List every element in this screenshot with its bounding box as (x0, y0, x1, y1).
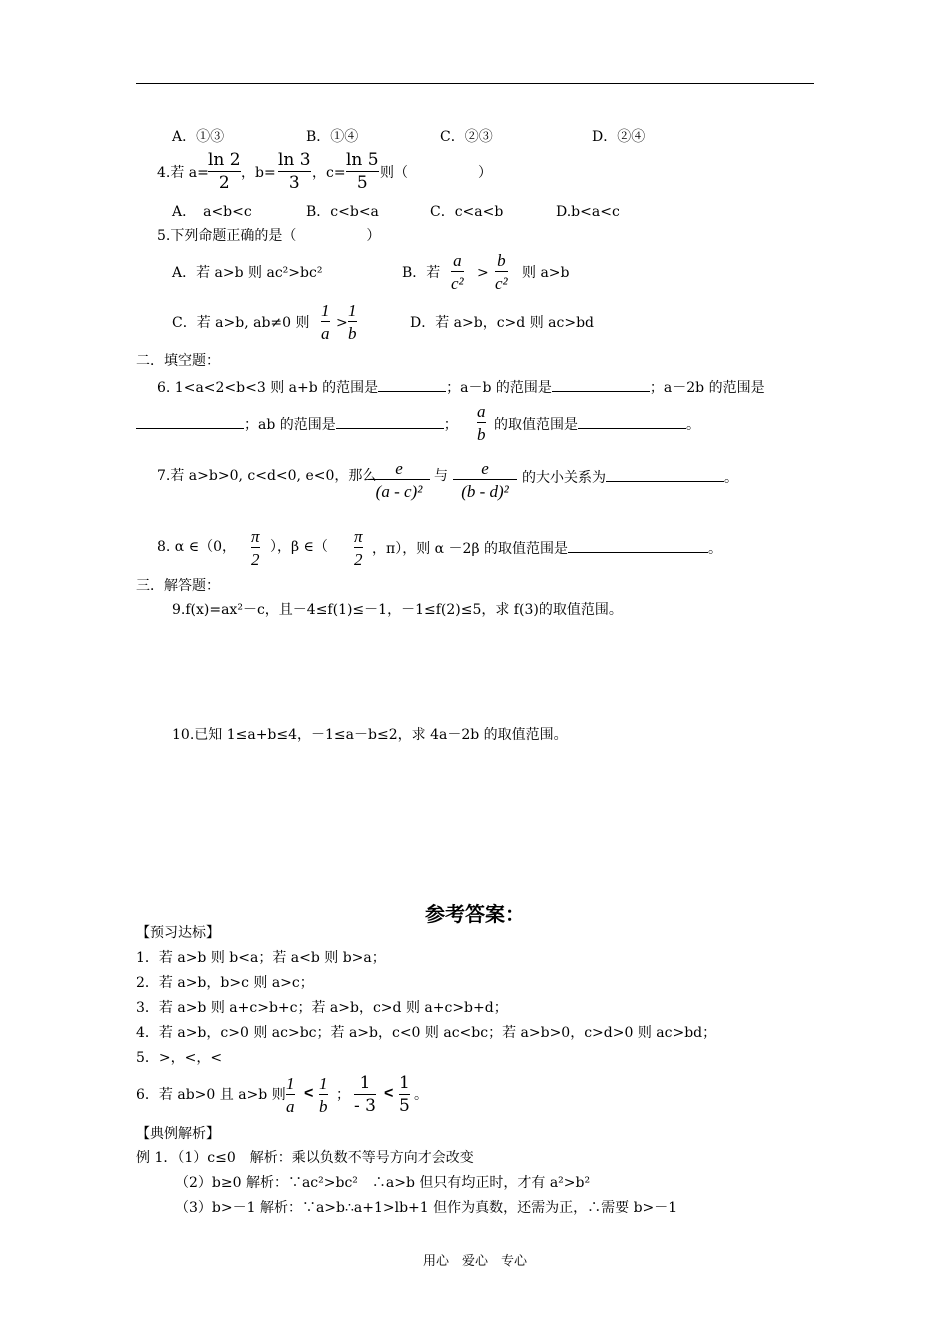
q6-text-6: 的取值范围是 (494, 417, 578, 433)
q6-line-1 (157, 377, 765, 397)
q4-fraction-c: ln 5 5 (346, 150, 379, 193)
q6-text-4: ；ab 的范围是 (244, 417, 336, 433)
q8-fraction-1: π 2 (251, 527, 260, 569)
q5-option-a: A．若 a>b 则 ac²>bc² (172, 265, 323, 281)
q5-stem: 5.下列命题正确的是（ ） (157, 228, 381, 244)
q8-mid1: ），β ∈（ (270, 539, 328, 555)
q6-text-5: ； (443, 417, 458, 433)
q6-text-3: ；a－2b 的范围是 (649, 380, 765, 396)
q4-fraction-b: ln 3 3 (278, 150, 311, 193)
q5-option-b-gt: > (477, 265, 489, 281)
q7-end: 。 (724, 470, 738, 486)
q10-text: 10.已知 1≤a+b≤4，－1≤a－b≤2，求 4a－2b 的取值范围。 (172, 727, 568, 743)
q5-option-c-fraction-1: 1 a (321, 301, 330, 343)
q7-suffix: 的大小关系为 (522, 470, 606, 486)
q6-blank-2[interactable] (552, 377, 650, 392)
top-rule (136, 83, 814, 84)
q7-mid: 与 (434, 468, 448, 484)
page-footer: 用心 爱心 专心 (422, 1254, 527, 1269)
q5-option-c-gt: > (336, 315, 348, 331)
q6-line-2-tail (494, 414, 700, 434)
answer-6-sep: ； (336, 1087, 350, 1103)
q6-fraction: a b (477, 402, 486, 444)
example-1-part-3: （3）b>－1 解析：∵a>b∴a+1>lb+1 但作为真数，还需为正，∴需要 b>－1 (175, 1200, 678, 1216)
q8-fraction-2: π 2 (354, 527, 363, 569)
q4-option-a: A． a<b<c (172, 204, 252, 220)
q8-prefix: 8. α ∈（0， (157, 539, 236, 555)
answer-2: 2．若 a>b，b>c 则 a>c； (136, 975, 314, 991)
q4-prefix: 4.若 a= (157, 165, 209, 181)
answers-heading-1: 【预习达标】 (136, 925, 220, 941)
q4-sep1: ，b= (241, 165, 276, 181)
q6-blank-3[interactable] (136, 414, 244, 429)
q3-option-b: B．①④ (306, 129, 359, 145)
q6-line-2 (136, 414, 458, 434)
q7-prefix: 7.若 a>b>0, c<d<0, e<0，那么 (157, 468, 377, 484)
q5-option-b-prefix: B．若 (402, 265, 441, 281)
q5-option-c-prefix: C．若 a>b, ab≠0 则 (172, 315, 310, 331)
answer-3: 3．若 a>b 则 a+c>b+c；若 a>b，c>d 则 a+c>b+d； (136, 1000, 508, 1016)
q5-option-b-suffix: 则 a>b (522, 265, 570, 281)
q3-option-c: C．②③ (440, 129, 493, 145)
q6-blank-1[interactable] (378, 377, 446, 392)
q7-suffix-line (522, 467, 738, 487)
answers-title: 参考答案： (425, 902, 525, 926)
q8-tail (372, 538, 722, 558)
q6-blank-4[interactable] (336, 414, 444, 429)
q7-fraction-1: e (a - c)² (368, 460, 430, 500)
q9-text: 9.f(x)=ax²－c，且－4≤f(1)≤－1，－1≤f(2)≤5，求 f(3)的取值范围。 (172, 602, 623, 618)
section-2-heading: 二．填空题： (136, 353, 220, 369)
q4-option-b: B．c<b<a (306, 204, 379, 220)
q8-end: 。 (708, 541, 723, 557)
answer-6-lt-1: < (304, 1085, 314, 1102)
q7-fraction-2: e (b - d)² (453, 460, 517, 500)
q6-text-1: 6. 1<a<2<b<3 则 a+b 的范围是 (157, 380, 379, 396)
q8-blank[interactable] (568, 538, 708, 553)
q6-blank-5[interactable] (578, 414, 686, 429)
answer-6-fraction-4: 1 5 (399, 1073, 410, 1116)
answer-6-fraction-2: 1 b (319, 1074, 328, 1116)
q4-option-d: D.b<a<c (556, 204, 620, 220)
q5-option-d: D．若 a>b，c>d 则 ac>bd (410, 315, 594, 331)
answer-6-prefix: 6．若 ab>0 且 a>b 则 (136, 1087, 286, 1103)
q7-blank[interactable] (606, 467, 724, 482)
answer-5: 5．>，<，< (136, 1050, 223, 1066)
q4-option-c: C．c<a<b (430, 204, 504, 220)
q4-sep2: ，c= (312, 165, 346, 181)
answer-1: 1．若 a>b 则 b<a；若 a<b 则 b>a； (136, 950, 386, 966)
q5-option-c-fraction-2: 1 b (348, 301, 357, 343)
q5-option-b-fraction-1: a c² (451, 251, 464, 293)
answers-heading-2: 【典例解析】 (136, 1126, 220, 1142)
q3-option-d: D．②④ (592, 129, 646, 145)
q5-option-b-fraction-2: b c² (495, 251, 508, 293)
example-1-part-2: （2）b≥0 解析：∵ac²>bc² ∴a>b 但只有均正时，才有 a²>b² (175, 1175, 591, 1191)
answer-6-end: 。 (414, 1087, 428, 1103)
q6-text-7: 。 (686, 417, 700, 433)
answer-6-lt-2: < (384, 1085, 394, 1102)
answer-4: 4．若 a>b，c>0 则 ac>bc；若 a>b，c<0 则 ac<bc；若 a>b>0，c>d>0 则 ac>bd； (136, 1025, 717, 1041)
q3-option-a: A．①③ (172, 129, 225, 145)
section-3-heading: 三．解答题： (136, 578, 220, 594)
q8-mid2: ，π），则 α －2β 的取值范围是 (372, 541, 569, 557)
answer-6-fraction-1: 1 a (286, 1074, 295, 1116)
q4-suffix: 则（ ） (380, 165, 492, 181)
q4-fraction-a: ln 2 2 (208, 150, 241, 193)
example-1-part-1: 例 1．（1）c≤0 解析：乘以负数不等号方向才会改变 (136, 1150, 474, 1166)
answer-6-fraction-3: 1 - 3 (354, 1073, 376, 1116)
q6-text-2: ；a－b 的范围是 (446, 380, 552, 396)
